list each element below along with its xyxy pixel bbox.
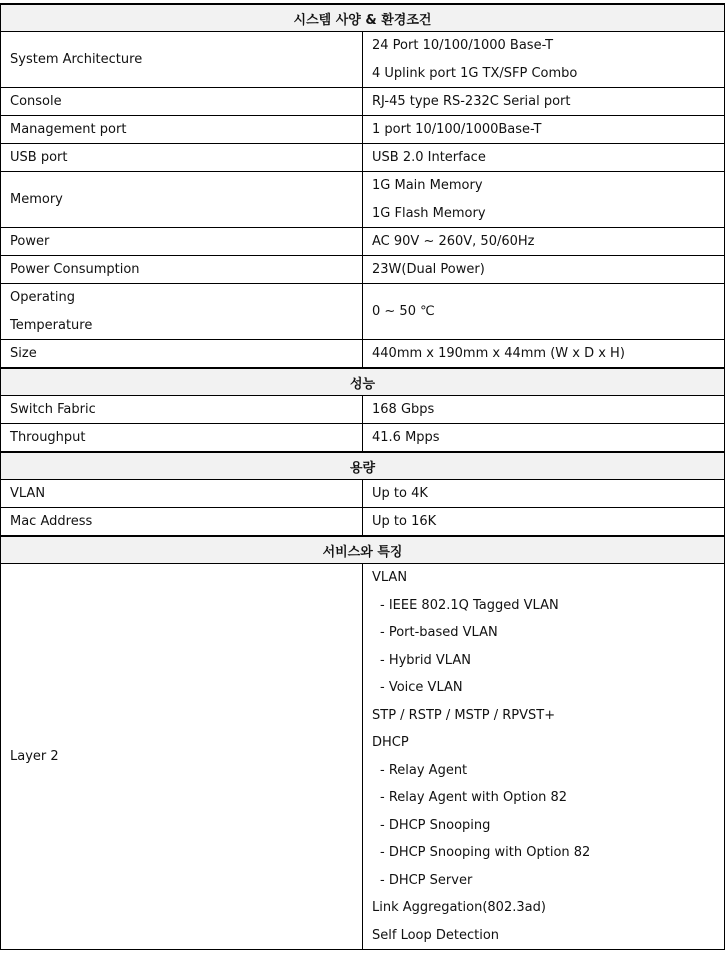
value-line: 4 Uplink port 1G TX/SFP Combo [372, 65, 578, 81]
row-value [363, 172, 725, 228]
label-line: Temperature [10, 317, 93, 333]
feature-subline: - IEEE 802.1Q Tagged VLAN [380, 597, 559, 613]
section-title-services: 서비스와 특징 [1, 536, 725, 564]
feature-subline: - Hybrid VLAN [380, 652, 471, 668]
row-usb-port [1, 144, 725, 172]
row-value: Up to 4K [363, 480, 725, 508]
row-label: Mac Address [1, 508, 363, 537]
row-value: 168 Gbps [363, 396, 725, 424]
row-value: USB 2.0 Interface [363, 144, 725, 172]
row-label: Throughput [1, 424, 363, 453]
feature-subline: - DHCP Server [380, 872, 473, 888]
row-label: Switch Fabric [1, 396, 363, 424]
row-layer2 [1, 564, 725, 950]
row-label: Layer 2 [1, 564, 363, 950]
feature-subline: - Port-based VLAN [380, 625, 498, 640]
row-value: Up to 16K [363, 508, 725, 537]
row-label: USB port [1, 144, 363, 172]
row-size [1, 340, 725, 369]
feature-line: Link Aggregation(802.3ad) [372, 900, 546, 915]
feature-subline: - Voice VLAN [380, 680, 463, 695]
row-throughput [1, 424, 725, 453]
row-value: RJ-45 type RS-232C Serial port [363, 88, 725, 116]
feature-line: VLAN [372, 570, 408, 585]
section-title-system: 시스템 사양 & 환경조건 [1, 4, 725, 32]
row-value: 23W(Dual Power) [363, 256, 725, 284]
row-label: Power [1, 228, 363, 256]
row-label: Console [1, 88, 363, 116]
spec-table [0, 3, 725, 950]
feature-subline: - DHCP Snooping [380, 817, 491, 833]
row-label: Size [1, 340, 363, 369]
row-label: Management port [1, 116, 363, 144]
row-system-architecture [1, 32, 725, 88]
row-value: 1 port 10/100/1000Base-T [363, 116, 725, 144]
section-header-system [1, 4, 725, 32]
row-label: Power Consumption [1, 256, 363, 284]
feature-subline: - Relay Agent with Option 82 [380, 790, 568, 805]
feature-line: STP / RSTP / MSTP / RPVST+ [372, 707, 556, 723]
row-memory [1, 172, 725, 228]
row-label: VLAN [1, 480, 363, 508]
label-line: Operating [10, 290, 75, 305]
row-operating-temperature [1, 284, 725, 340]
row-value [363, 32, 725, 88]
value-line: 1G Main Memory [372, 178, 483, 193]
row-label: Memory [1, 172, 363, 228]
feature-line: DHCP [372, 735, 409, 750]
row-label [1, 284, 363, 340]
row-label: System Architecture [1, 32, 363, 88]
row-value: 440mm x 190mm x 44mm (W x D x H) [363, 340, 725, 369]
row-switch-fabric [1, 396, 725, 424]
value-line: 1G Flash Memory [372, 205, 486, 221]
row-mac-address [1, 508, 725, 537]
section-title-capacity: 용량 [1, 452, 725, 480]
row-management-port [1, 116, 725, 144]
row-value: AC 90V ~ 260V, 50/60Hz [363, 228, 725, 256]
section-header-performance [1, 368, 725, 396]
row-value: 41.6 Mpps [363, 424, 725, 453]
row-value [363, 564, 725, 950]
row-vlan [1, 480, 725, 508]
section-title-performance: 성능 [1, 368, 725, 396]
row-power-consumption [1, 256, 725, 284]
row-console [1, 88, 725, 116]
feature-subline: - Relay Agent [380, 762, 468, 778]
section-header-services [1, 536, 725, 564]
row-power [1, 228, 725, 256]
section-header-capacity [1, 452, 725, 480]
row-value: 0 ~ 50 ℃ [363, 284, 725, 340]
value-line: 24 Port 10/100/1000 Base-T [372, 38, 554, 53]
feature-line: Self Loop Detection [372, 927, 500, 943]
feature-subline: - DHCP Snooping with Option 82 [380, 845, 591, 860]
